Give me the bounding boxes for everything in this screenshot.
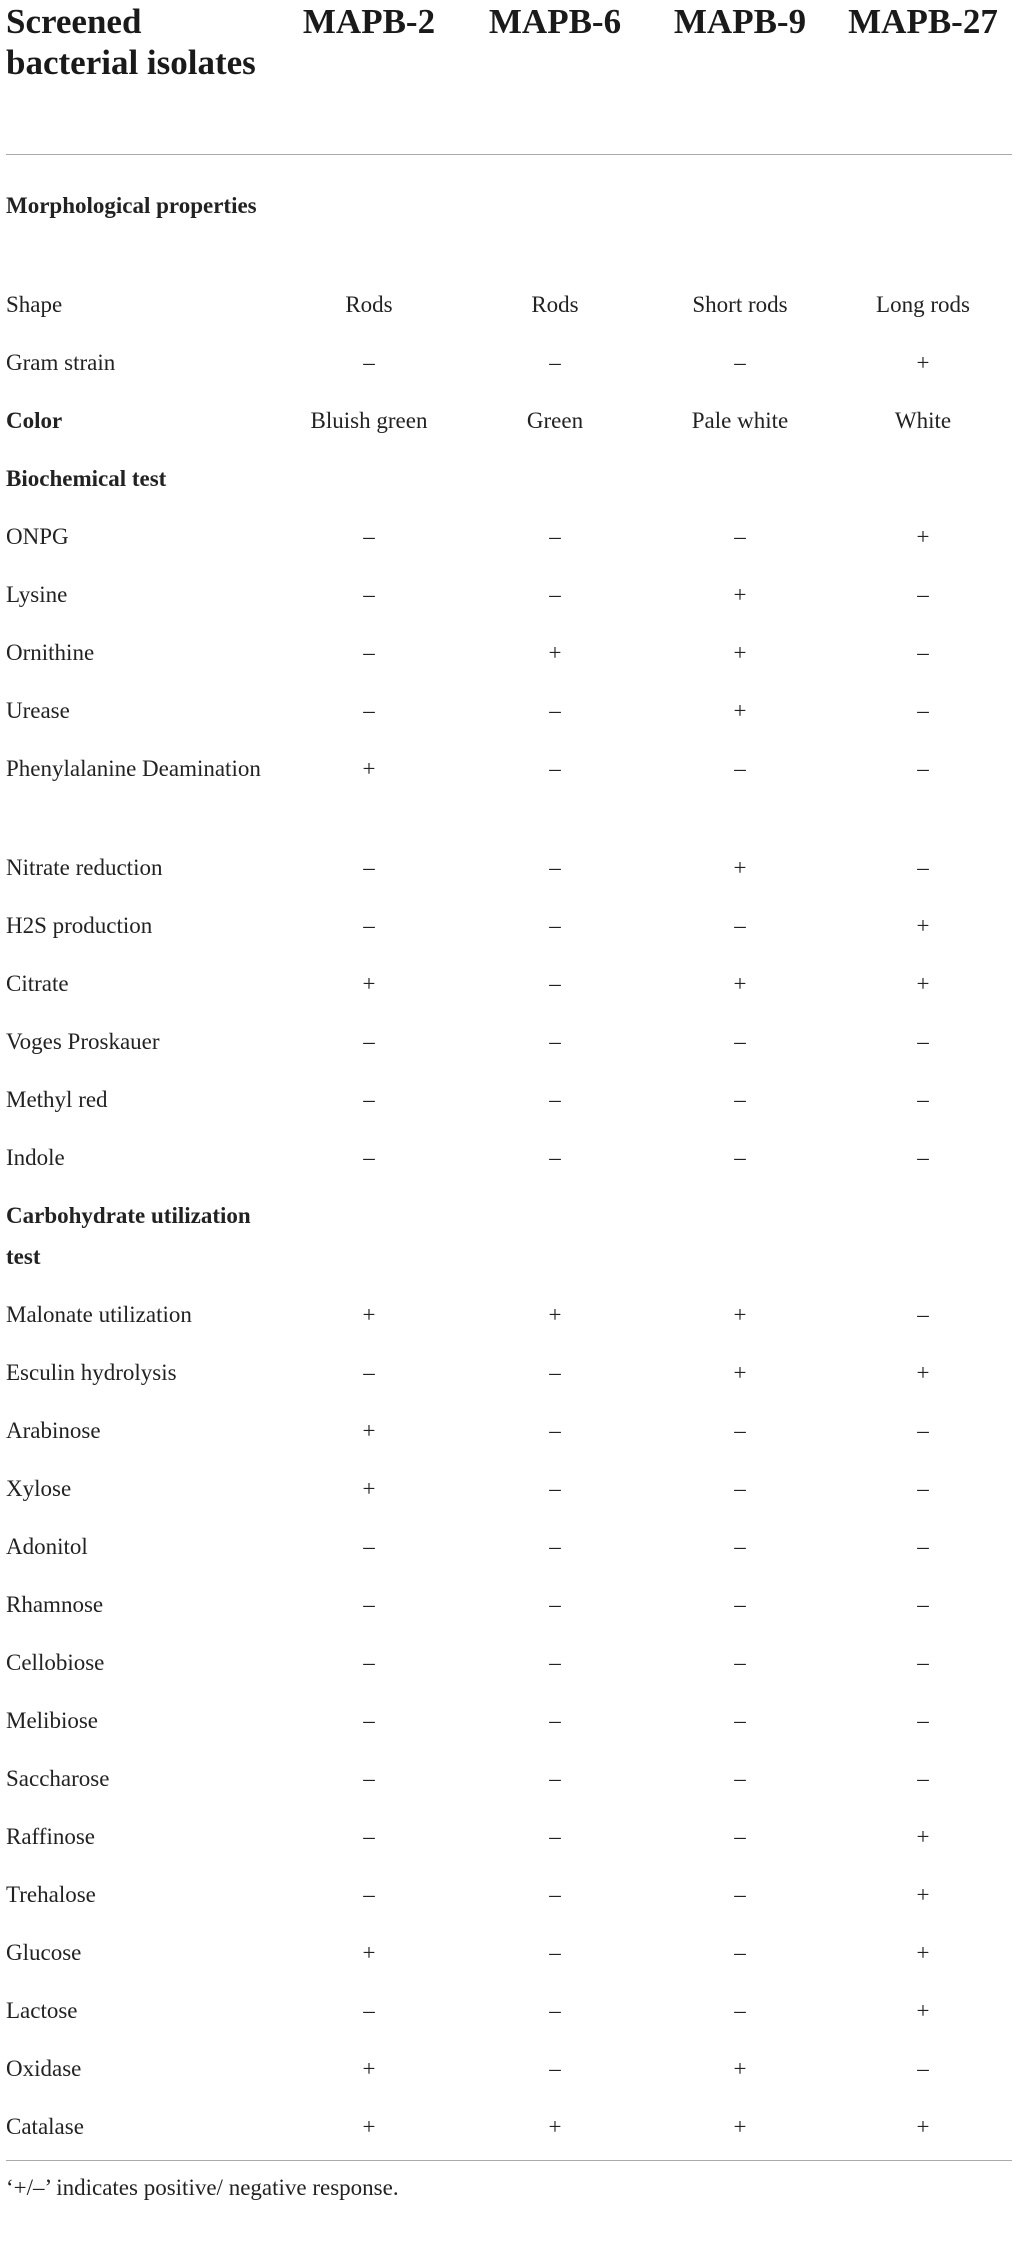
value-cell: –	[363, 1534, 375, 1559]
value-cell: –	[549, 971, 561, 996]
value-cell: –	[917, 1476, 929, 1501]
row-label: Citrate	[6, 971, 69, 996]
table-row	[6, 1990, 1012, 2048]
row-label: Ornithine	[6, 640, 95, 665]
spacer-cell	[6, 155, 1012, 186]
value-cell: +	[916, 1998, 930, 2023]
value-cell: –	[549, 1824, 561, 1849]
value-cell: +	[733, 1302, 747, 1327]
value-cell: –	[917, 640, 929, 665]
value-cell: –	[734, 1882, 746, 1907]
value-cell: –	[363, 1145, 375, 1170]
value-cell: +	[548, 1302, 562, 1327]
value-cell: +	[362, 1476, 376, 1501]
value-cell: –	[363, 698, 375, 723]
row-label: Cellobiose	[6, 1650, 105, 1675]
value-cell: +	[548, 640, 562, 665]
table-row	[6, 905, 1012, 963]
row-label: Xylose	[6, 1476, 72, 1501]
table-row	[6, 1468, 1012, 1526]
row-label: Lysine	[6, 582, 68, 607]
value-cell: –	[549, 582, 561, 607]
row-label: Gram strain	[6, 350, 116, 375]
value-cell: –	[917, 1029, 929, 1054]
value-cell: +	[916, 350, 930, 375]
value-cell: +	[916, 1940, 930, 1965]
value-cell: –	[549, 1476, 561, 1501]
value-cell: –	[363, 1882, 375, 1907]
value-cell	[274, 1195, 464, 1294]
value-cell: –	[549, 1087, 561, 1112]
value-cell: –	[363, 1708, 375, 1733]
value-cell: –	[917, 698, 929, 723]
value-cell: –	[734, 913, 746, 938]
value-cell: Green	[526, 408, 584, 433]
value-cell: –	[734, 1824, 746, 1849]
value-cell: –	[734, 1087, 746, 1112]
row-label: Phenylalanine Deamination	[6, 756, 261, 781]
value-cell: –	[549, 1882, 561, 1907]
value-cell: –	[549, 2056, 561, 2081]
value-cell: +	[362, 1302, 376, 1327]
value-cell: –	[363, 1998, 375, 2023]
value-cell: –	[917, 1592, 929, 1617]
header-spacer-row	[6, 155, 1012, 186]
table-row	[6, 847, 1012, 905]
table-row	[6, 1874, 1012, 1932]
value-cell	[834, 458, 1012, 516]
row-label: Lactose	[6, 1998, 78, 2023]
table-row	[6, 1642, 1012, 1700]
header-cell-isolates: Screened bacterial isolates	[6, 0, 274, 155]
value-cell: –	[734, 1029, 746, 1054]
value-cell: –	[363, 1029, 375, 1054]
table-footnote: ‘+/–’ indicates positive/ negative response.	[6, 2175, 399, 2200]
value-cell: –	[363, 913, 375, 938]
value-cell	[646, 458, 834, 516]
header-cell-mapb-9: MAPB-9	[646, 0, 834, 155]
value-cell	[464, 458, 646, 516]
value-cell: +	[916, 1882, 930, 1907]
row-label: ONPG	[6, 524, 69, 549]
row-label: Malonate utilization	[6, 1302, 192, 1327]
value-cell: Long rods	[876, 292, 970, 317]
row-label: Esculin hydrolysis	[6, 1360, 177, 1385]
row-label: Saccharose	[6, 1766, 110, 1791]
value-cell: +	[362, 1418, 376, 1443]
value-cell: –	[917, 1302, 929, 1327]
section-header-row	[6, 1195, 1012, 1294]
value-cell: +	[733, 582, 747, 607]
value-cell: +	[733, 2056, 747, 2081]
value-cell: –	[363, 1766, 375, 1791]
table-row	[6, 400, 1012, 458]
value-cell	[464, 1195, 646, 1294]
value-cell: –	[363, 855, 375, 880]
table-body	[6, 155, 1012, 2161]
value-cell: +	[362, 2056, 376, 2081]
value-cell: –	[549, 1029, 561, 1054]
value-cell: –	[734, 1476, 746, 1501]
value-cell: –	[549, 1766, 561, 1791]
value-cell: +	[733, 855, 747, 880]
value-cell: –	[917, 1766, 929, 1791]
table-row	[6, 1526, 1012, 1584]
table-row	[6, 963, 1012, 1021]
table-row	[6, 574, 1012, 632]
value-cell: +	[733, 1360, 747, 1385]
row-label: Shape	[6, 292, 63, 317]
value-cell: +	[464, 2106, 646, 2161]
table-row	[6, 1932, 1012, 1990]
value-cell: –	[734, 756, 746, 781]
value-cell: +	[733, 971, 747, 996]
value-cell: –	[917, 582, 929, 607]
value-cell: +	[916, 524, 930, 549]
value-cell: –	[917, 1534, 929, 1559]
value-cell: –	[549, 1145, 561, 1170]
value-cell: –	[917, 1087, 929, 1112]
row-label: Catalase	[6, 2106, 274, 2161]
table-row	[6, 1137, 1012, 1195]
value-cell: –	[917, 1145, 929, 1170]
row-label: Raffinose	[6, 1824, 96, 1849]
value-cell: –	[734, 1766, 746, 1791]
row-label: Arabinose	[6, 1418, 101, 1443]
value-cell: +	[733, 698, 747, 723]
table-row	[6, 1079, 1012, 1137]
value-cell: –	[917, 1708, 929, 1733]
value-cell: –	[549, 1708, 561, 1733]
value-cell: –	[549, 1360, 561, 1385]
value-cell: +	[362, 756, 376, 781]
value-cell: –	[363, 1087, 375, 1112]
table-row	[6, 1816, 1012, 1874]
row-label: H2S production	[6, 913, 153, 938]
table-footer	[6, 2161, 1012, 2204]
value-cell: –	[549, 1592, 561, 1617]
value-cell: –	[363, 640, 375, 665]
value-cell	[274, 185, 464, 284]
table-row	[6, 1700, 1012, 1758]
table-row	[6, 1758, 1012, 1816]
value-cell: –	[363, 524, 375, 549]
table-row	[6, 1584, 1012, 1642]
value-cell: Pale white	[691, 408, 789, 433]
value-cell: –	[917, 1650, 929, 1675]
value-cell	[834, 1195, 1012, 1294]
header-cell-mapb-6: MAPB-6	[464, 0, 646, 155]
table-row	[6, 516, 1012, 574]
row-label: Methyl red	[6, 1087, 108, 1112]
value-cell: –	[549, 698, 561, 723]
value-cell: –	[734, 1940, 746, 1965]
value-cell	[834, 185, 1012, 284]
value-cell: –	[549, 913, 561, 938]
row-label: Urease	[6, 698, 70, 723]
value-cell: –	[917, 855, 929, 880]
value-cell	[646, 185, 834, 284]
value-cell: –	[549, 1940, 561, 1965]
value-cell: +	[834, 2106, 1012, 2161]
value-cell: +	[916, 971, 930, 996]
value-cell: –	[734, 1418, 746, 1443]
value-cell: –	[363, 1592, 375, 1617]
table-header	[6, 0, 1012, 155]
row-label: Rhamnose	[6, 1592, 104, 1617]
table-row	[6, 342, 1012, 400]
value-cell: Short rods	[692, 292, 788, 317]
table-row	[6, 748, 1012, 847]
value-cell: +	[646, 2106, 834, 2161]
value-cell: –	[363, 1360, 375, 1385]
value-cell: –	[917, 1418, 929, 1443]
table-row	[6, 690, 1012, 748]
isolates-table	[6, 0, 1012, 2203]
value-cell: +	[274, 2106, 464, 2161]
value-cell: –	[917, 2056, 929, 2081]
header-row	[6, 0, 1012, 155]
table-row	[6, 632, 1012, 690]
value-cell: –	[734, 1592, 746, 1617]
value-cell: –	[549, 855, 561, 880]
value-cell: –	[734, 1650, 746, 1675]
row-label: Nitrate reduction	[6, 855, 163, 880]
section-label: Carbohydrate utilization test	[6, 1203, 251, 1269]
value-cell: Bluish green	[310, 408, 428, 433]
value-cell: +	[362, 971, 376, 996]
value-cell: –	[734, 1534, 746, 1559]
value-cell: –	[549, 1534, 561, 1559]
section-label: Biochemical test	[6, 466, 167, 491]
value-cell: +	[362, 1940, 376, 1965]
value-cell: +	[916, 1824, 930, 1849]
value-cell	[646, 1195, 834, 1294]
value-cell: Rods	[345, 292, 393, 317]
value-cell: –	[734, 1998, 746, 2023]
table-row	[6, 284, 1012, 342]
row-label: Trehalose	[6, 1882, 96, 1907]
section-label: Morphological properties	[6, 193, 257, 218]
value-cell: –	[734, 350, 746, 375]
value-cell: Rods	[531, 292, 579, 317]
value-cell: White	[894, 408, 952, 433]
value-cell: +	[733, 640, 747, 665]
row-label: Glucose	[6, 1940, 82, 1965]
row-label: Adonitol	[6, 1534, 88, 1559]
value-cell	[274, 458, 464, 516]
value-cell: –	[734, 1708, 746, 1733]
row-label: Indole	[6, 1145, 65, 1170]
value-cell: –	[549, 350, 561, 375]
value-cell: –	[549, 524, 561, 549]
value-cell	[464, 185, 646, 284]
table-row	[6, 1410, 1012, 1468]
header-cell-mapb-27: MAPB-27	[834, 0, 1012, 155]
table-row	[6, 2048, 1012, 2106]
value-cell: –	[363, 582, 375, 607]
value-cell: –	[917, 756, 929, 781]
table-row	[6, 2106, 1012, 2161]
value-cell: –	[363, 1650, 375, 1675]
table-row	[6, 1352, 1012, 1410]
footnote-row	[6, 2161, 1012, 2204]
row-label: Voges Proskauer	[6, 1029, 160, 1054]
header-cell-mapb-2: MAPB-2	[274, 0, 464, 155]
value-cell: –	[549, 1650, 561, 1675]
table-row	[6, 1294, 1012, 1352]
value-cell: –	[549, 756, 561, 781]
row-label: Oxidase	[6, 2056, 82, 2081]
value-cell: –	[734, 524, 746, 549]
section-header-row	[6, 458, 1012, 516]
row-label: Color	[6, 408, 63, 433]
value-cell: –	[734, 1145, 746, 1170]
value-cell: –	[363, 350, 375, 375]
value-cell: +	[916, 1360, 930, 1385]
table-row	[6, 1021, 1012, 1079]
value-cell: –	[549, 1418, 561, 1443]
row-label: Melibiose	[6, 1708, 98, 1733]
value-cell: –	[363, 1824, 375, 1849]
value-cell: –	[549, 1998, 561, 2023]
section-header-row	[6, 185, 1012, 284]
value-cell: +	[916, 913, 930, 938]
